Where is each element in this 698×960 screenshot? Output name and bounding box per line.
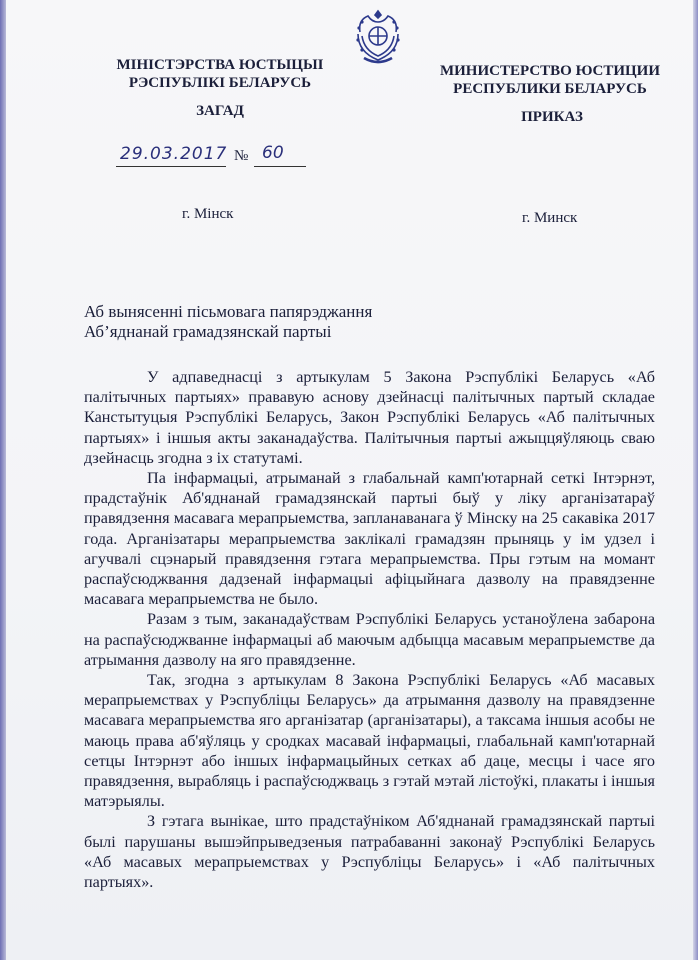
city-belarusian: г. Мінск xyxy=(182,206,234,222)
date-number-line xyxy=(116,142,316,170)
document-body xyxy=(84,367,655,892)
scan-edge-right xyxy=(693,0,698,960)
ministry-line: РЕСПУБЛИКИ БЕЛАРУСЬ xyxy=(453,81,647,97)
order-number: 60 xyxy=(262,143,284,163)
city-russian: г. Минск xyxy=(522,210,578,226)
ministry-name-russian xyxy=(430,62,670,98)
subject-line: Аб вынясенні пісьмовага папярэджання xyxy=(84,302,373,321)
body-paragraph: Так, згодна з артыкулам 8 Закона Рэспублікі Беларусь «Аб масавых мерапрыемствах у Рэспубліцы Беларусь» да атрымання дазволу на правядзенне масавага мерапрыемства яго арганізатар (арганізатары), а таксама іншыя асобы не маюць права аб'яўляць у сродках масавай інфармацыі, глабальнай камп'ютарнай сетцы Інтэрнэт або іншых інфармацыйных сетках аб даце, месцы і часе яго правядзення, вырабляць і распаўсюджваць з гэтай мэтай лістоўкі, плакаты і іншыя матэрыялы. xyxy=(84,671,655,811)
number-underline xyxy=(254,166,306,167)
state-emblem-icon xyxy=(350,8,406,66)
body-paragraph: З гэтага вынікае, што прадстаўніком Аб'яднанай грамадзянскай партыі былі парушаны вышэйпрыведзеныя патрабаванні законаў Рэспублікі Беларусь «Аб масавых мерапрыемствах у Рэспубліцы Беларусь» і «Аб палітычных партыях». xyxy=(84,812,655,892)
document-subject xyxy=(84,302,504,342)
order-date: 29.03.2017 xyxy=(120,144,228,164)
ministry-line: МИНИСТЕРСТВО ЮСТИЦИИ xyxy=(439,63,660,79)
ministry-line: РЭСПУБЛІКІ БЕЛАРУСЬ xyxy=(128,75,312,91)
doc-type-belarusian: ЗАГАД xyxy=(196,103,244,119)
body-paragraph: Па інфармацыі, атрыманай з глабальнай камп'ютарнай сеткі Інтэрнэт, прадстаўнік Аб'яднанай грамадзянскай партыі быў у ліку арганізатараў правядзення масавага мерапрыемства, запланаванага ў Мінску на 25 сакавіка 2017 года. Арганізатары мерапрыемства заклікалі грамадзян прыняць у ім удзел і агучвалі сцэнарый правядзення гэтага мерапрыемства. Пры гэтым на момант распаўсюджвання дадзенай інфармацыі афіцыйнага дазволу на правядзенне масавага мерапрыемства не было. xyxy=(84,469,655,609)
subject-line: Аб’яднанай грамадзянскай партыі xyxy=(84,322,332,341)
body-paragraph: У адпаведнасці з артыкулам 5 Закона Рэспублікі Беларусь «Аб палітычных партыях» прававую аснову дзейнасці палітычных партый складае Канстытуцыя Рэспублікі Беларусь, Закон Рэспублікі Беларусь «Аб палітычных партыях» і іншыя акты заканадаўства. Палітычныя партыі ажыццяўляюць сваю дзейнасць згодна з іх статутамі. xyxy=(84,368,655,467)
ministry-name-belarusian xyxy=(110,56,330,92)
scan-edge-left xyxy=(0,0,6,960)
body-paragraph: Разам з тым, заканадаўствам Рэспублікі Беларусь устаноўлена забарона на распаўсюджванне інфармацыі аб маючым адбыцца масавым мерапрыемстве да атрымання дазволу на яго правядзенне. xyxy=(84,610,655,669)
ministry-line: МІНІСТЭРСТВА ЮСТЫЦЫІ xyxy=(116,57,324,73)
date-underline xyxy=(116,166,226,167)
number-sign: № xyxy=(234,148,249,164)
doc-type-russian: ПРИКАЗ xyxy=(521,109,583,125)
